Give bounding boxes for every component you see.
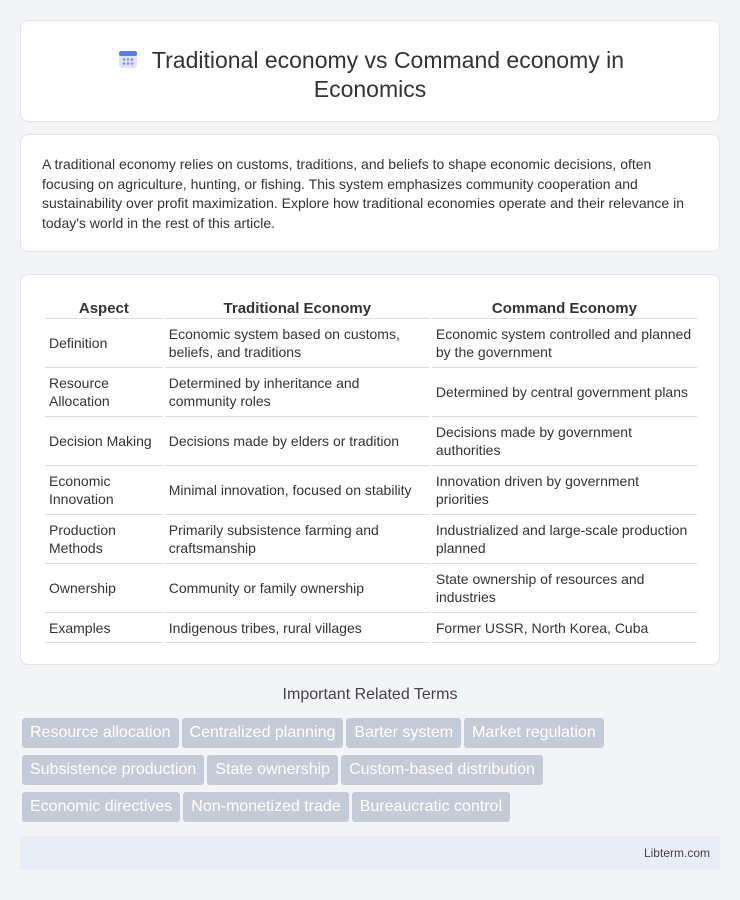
tag-market-regulation[interactable]: Market regulation (464, 718, 604, 748)
table-row (45, 368, 697, 417)
table-row (45, 466, 697, 515)
row-traditional: Community or family ownership (165, 564, 430, 613)
row-aspect: Economic Innovation (45, 466, 163, 515)
row-command: Determined by central government plans (432, 368, 697, 417)
table-row (45, 515, 697, 564)
footer (20, 836, 720, 870)
tag-non-monetized-trade[interactable]: Non-monetized trade (183, 792, 348, 822)
row-command: Decisions made by government authorities (432, 417, 697, 466)
row-traditional: Minimal innovation, focused on stability (165, 466, 430, 515)
row-aspect: Decision Making (45, 417, 163, 466)
table-row (45, 564, 697, 613)
row-traditional: Primarily subsistence farming and craftsmanship (165, 515, 430, 564)
row-command: Innovation driven by government priorities (432, 466, 697, 515)
row-traditional: Determined by inheritance and community roles (165, 368, 430, 417)
header-traditional: Traditional Economy (165, 297, 430, 319)
table-row (45, 319, 697, 368)
table-header-row (45, 297, 697, 319)
tag-barter-system[interactable]: Barter system (346, 718, 461, 748)
tag-custom-based-distribution[interactable]: Custom-based distribution (341, 755, 543, 785)
page-title-wrap (61, 46, 679, 104)
title-card (20, 20, 720, 122)
header-command: Command Economy (432, 297, 697, 319)
page-title: Traditional economy vs Command economy in Economics (151, 47, 625, 102)
tag-subsistence-production[interactable]: Subsistence production (22, 755, 204, 785)
tag-row (22, 718, 722, 755)
tag-state-ownership[interactable]: State ownership (207, 755, 338, 785)
row-aspect: Definition (45, 319, 163, 368)
intro-card (20, 134, 720, 252)
tag-row (22, 792, 722, 829)
row-command: Industrialized and large-scale production planned (432, 515, 697, 564)
related-terms-list (22, 718, 722, 829)
row-command: Economic system controlled and planned by the government (432, 319, 697, 368)
row-command: State ownership of resources and industries (432, 564, 697, 613)
row-aspect: Production Methods (45, 515, 163, 564)
tag-centralized-planning[interactable]: Centralized planning (182, 718, 344, 748)
footer-site-link[interactable]: Libterm.com (643, 846, 710, 860)
row-aspect: Ownership (45, 564, 163, 613)
row-traditional: Economic system based on customs, beliefs, and traditions (165, 319, 430, 368)
calendar-icon (116, 47, 140, 71)
tag-row (22, 755, 722, 792)
intro-paragraph: A traditional economy relies on customs, traditions, and beliefs to shape economic decisions, often focusing on agriculture, hunting, or fishing. This system emphasizes community cooperation and sustainability over profit maximization. Explore how traditional economies operate and their relevance in today's world in the rest of this article. (42, 156, 684, 231)
related-terms-heading: Important Related Terms (282, 686, 458, 703)
table-row (45, 613, 697, 643)
table-row (45, 417, 697, 466)
row-command: Former USSR, North Korea, Cuba (432, 613, 697, 643)
comparison-table (43, 297, 699, 643)
row-aspect: Examples (45, 613, 163, 643)
tag-economic-directives[interactable]: Economic directives (22, 792, 180, 822)
tag-bureaucratic-control[interactable]: Bureaucratic control (352, 792, 510, 822)
tag-resource-allocation[interactable]: Resource allocation (22, 718, 179, 748)
comparison-card (20, 274, 720, 665)
header-aspect: Aspect (45, 297, 163, 319)
row-aspect: Resource Allocation (45, 368, 163, 417)
row-traditional: Indigenous tribes, rural villages (165, 613, 430, 643)
row-traditional: Decisions made by elders or tradition (165, 417, 430, 466)
